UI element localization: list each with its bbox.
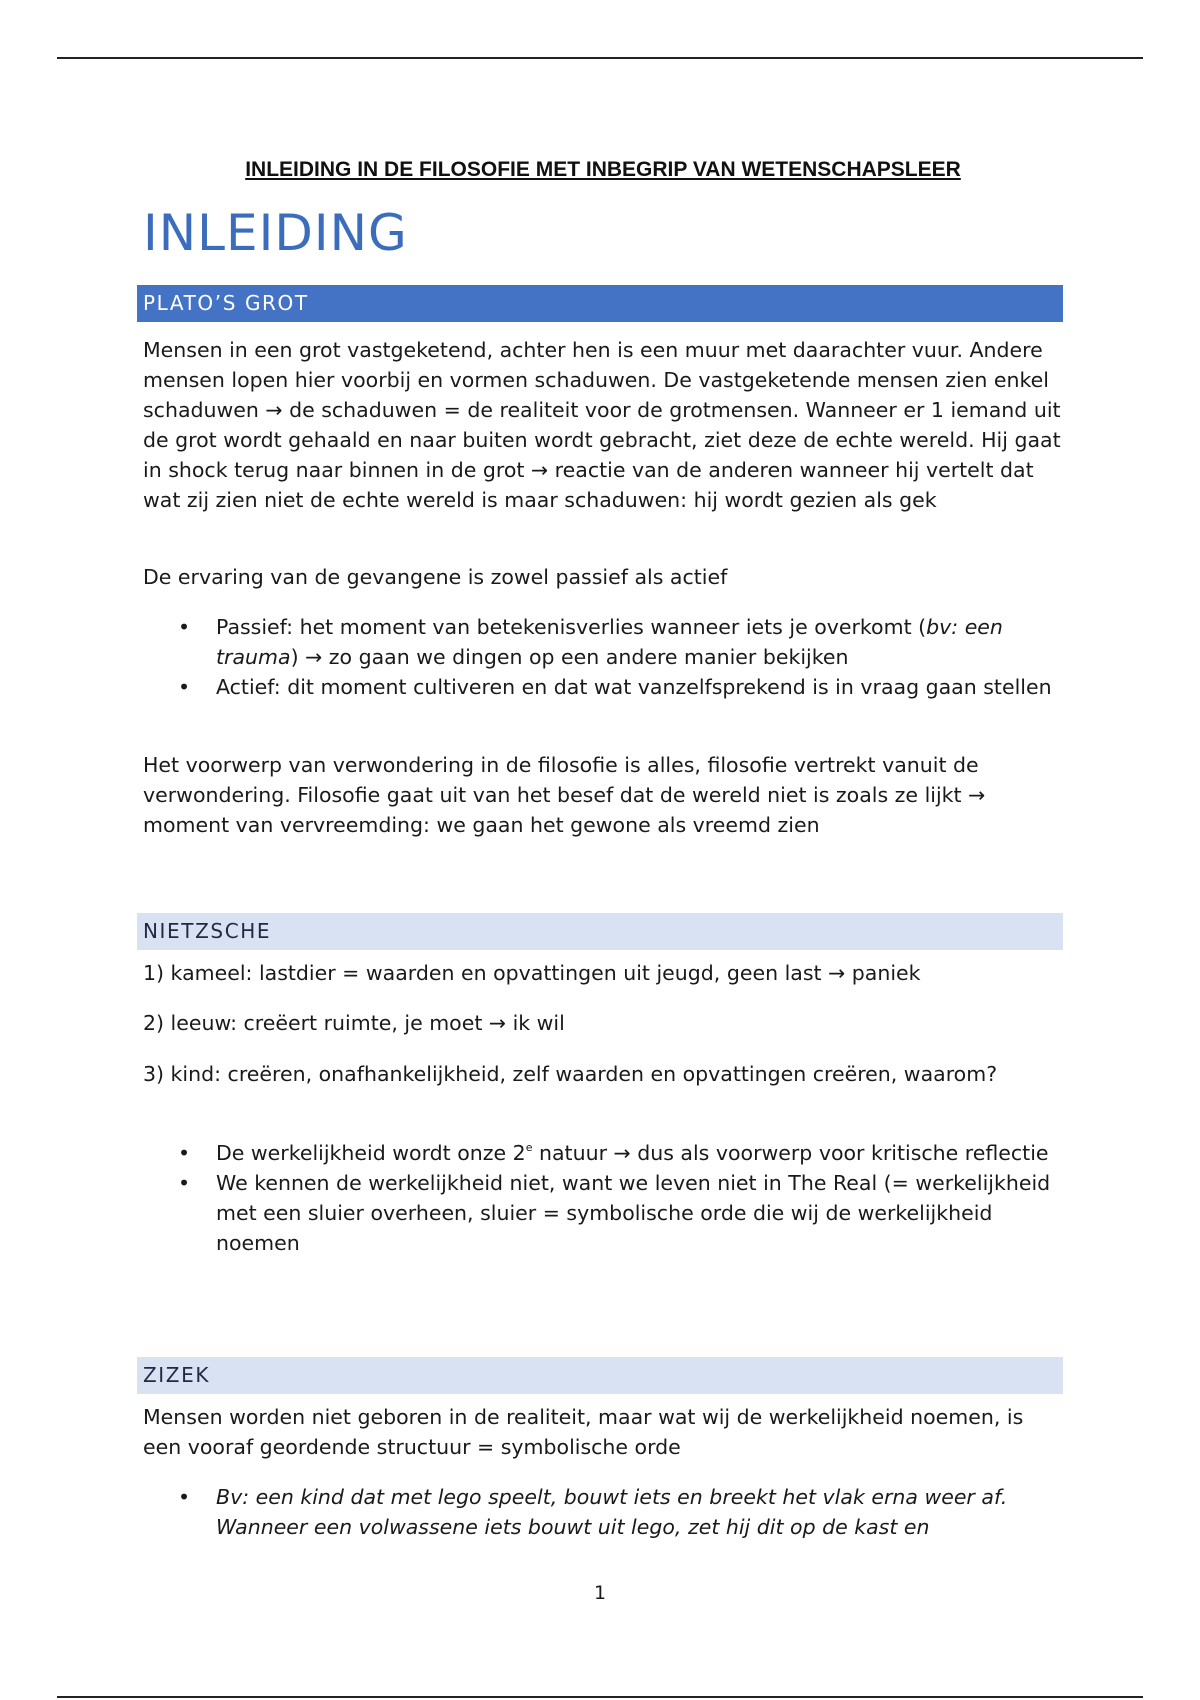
- section-heading-plato: PLATO’S GROT: [137, 285, 1063, 322]
- section-heading-zizek: ZIZEK: [137, 1357, 1063, 1394]
- zizek-paragraph-1: Mensen worden niet geboren in de realiteit, maar wat wij de werkelijkheid noemen, is een vooraf geordende structuur = symbolische orde: [143, 1405, 1024, 1459]
- header-rule: [57, 57, 1143, 59]
- nietzsche-paragraph-3: 3) kind: creëren, onafhankelijkheid, zelf waarden en opvattingen creëren, waarom?: [143, 1062, 998, 1086]
- plato-paragraph-1: Mensen in een grot vastgeketend, achter hen is een muur met daarachter vuur. Andere mensen lopen hier voorbij en vormen schaduwen. De vastgeketende mensen zien enkel schaduwen → de schaduwen = de realiteit voor de grotmensen. Wanneer er 1 iemand uit de grot wordt gehaald en naar buiten wordt gebracht, ziet deze de echte wereld. Hij gaat in shock terug naar binnen in de grot → reactie van de anderen wanneer hij vertelt dat wat zij zien niet de echte wereld is maar schaduwen: hij wordt gezien als gek: [143, 338, 1061, 512]
- list-item: • Bv: een kind dat met lego speelt, bouwt iets en breekt het vlak erna weer af. Wanneer een volwassene iets bouwt uit lego, zet hij dit op de kast en: [143, 1482, 1063, 1542]
- bullet-icon: •: [178, 1141, 191, 1165]
- bullet-icon: •: [178, 1171, 191, 1195]
- plato-bullet-list: [143, 612, 1063, 702]
- nietzsche-paragraph-2: 2) leeuw: creëert ruimte, je moet → ik wil: [143, 1011, 565, 1035]
- bullet-icon: •: [178, 1485, 191, 1509]
- document-title: INLEIDING IN DE FILOSOFIE MET INBEGRIP VAN WETENSCHAPSLEER: [245, 158, 961, 181]
- list-item: • De werkelijkheid wordt onze 2e natuur → dus als voorwerp voor kritische reflectie: [143, 1138, 1063, 1168]
- chapter-heading: INLEIDING: [143, 204, 408, 262]
- nietzsche-paragraph-1: 1) kameel: lastdier = waarden en opvattingen uit jeugd, geen last → paniek: [143, 961, 921, 985]
- nietzsche-bullet-list: [143, 1138, 1063, 1258]
- list-item: • We kennen de werkelijkheid niet, want we leven niet in The Real (= werkelijkheid met een sluier overheen, sluier = symbolische orde die wij de werkelijkheid noemen: [143, 1168, 1063, 1258]
- plato-paragraph-3: Het voorwerp van verwondering in de filosofie is alles, filosofie vertrekt vanuit de verwondering. Filosofie gaat uit van het besef dat de wereld niet is zoals ze lijkt → moment van vervreemding: we gaan het gewone als vreemd zien: [143, 753, 986, 837]
- plato-paragraph-2: De ervaring van de gevangene is zowel passief als actief: [143, 565, 728, 589]
- section-heading-nietzsche: NIETZSCHE: [137, 913, 1063, 950]
- bullet-icon: •: [178, 675, 191, 699]
- zizek-bullet-list: [143, 1482, 1063, 1542]
- bullet-icon: •: [178, 615, 191, 639]
- page-number: 1: [593, 1582, 607, 1604]
- list-item: • Actief: dit moment cultiveren en dat wat vanzelfsprekend is in vraag gaan stellen: [143, 672, 1063, 702]
- list-item: • Passief: het moment van betekenisverlies wanneer iets je overkomt (bv: een trauma) → zo gaan we dingen op een andere manier bekijken: [143, 612, 1063, 672]
- footer-rule: [57, 1696, 1143, 1698]
